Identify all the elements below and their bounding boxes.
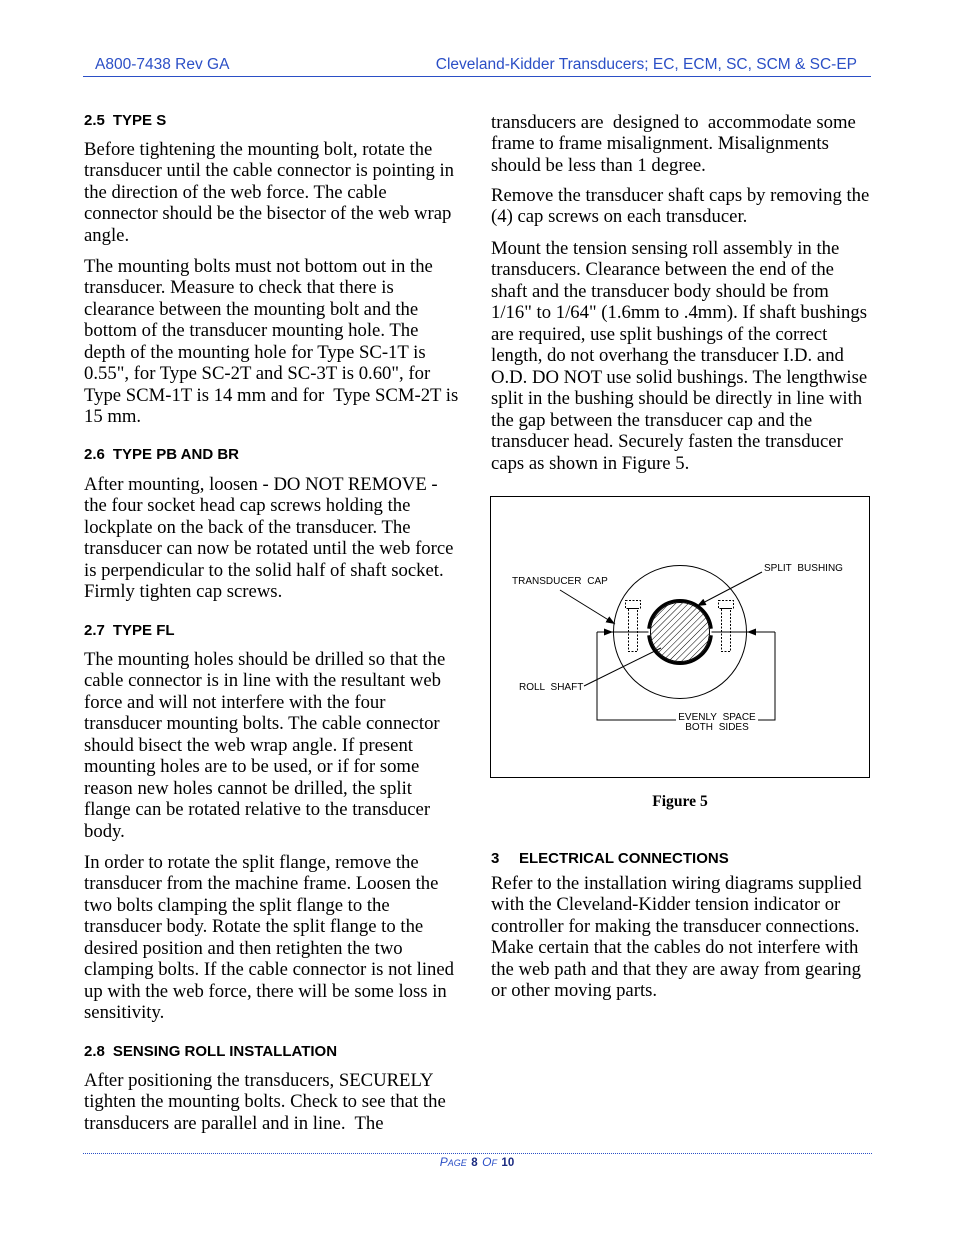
cap-screw-right xyxy=(719,601,734,652)
paragraph-line: caps as shown in Figure 5. xyxy=(491,452,690,474)
paragraph-line: Refer to the installation wiring diagrams supplied xyxy=(491,872,862,894)
paragraph-line: transducers are designed to accommodate some xyxy=(491,111,856,133)
paragraph-line: Remove the transducer shaft caps by removing the xyxy=(491,184,870,206)
paragraph-line: depth of the mounting hole for Type SC-1T is xyxy=(84,341,426,363)
figure-caption: Figure 5 xyxy=(652,793,708,810)
paragraph-line: Mount the tension sensing roll assembly in the xyxy=(491,237,840,259)
section-title: ELECTRICAL CONNECTIONS xyxy=(519,850,729,867)
paragraph-line: After positioning the transducers, SECURELY xyxy=(84,1069,434,1091)
cap-screw-body xyxy=(629,609,638,652)
section-number: 2.5 xyxy=(84,112,105,129)
cap-screw-left xyxy=(626,601,641,652)
paragraph-line: transducer can now be rotated until the web force xyxy=(84,538,454,559)
paragraph-line: should bisect the web wrap angle. If present xyxy=(84,734,414,756)
paragraph-line: or other moving parts. xyxy=(491,980,658,1001)
paragraph-line: transducer from the machine frame. Loosen the xyxy=(84,873,439,894)
paragraph-line: transducer body. Rotate the split flange to the xyxy=(84,916,424,937)
section-title: TYPE S xyxy=(112,112,167,129)
paragraph-line: connector should be the bisector of the web wrap xyxy=(84,203,452,224)
paragraph-line: After mounting, loosen - DO NOT REMOVE - xyxy=(84,473,438,495)
paragraph-line: angle. xyxy=(84,224,130,246)
paragraph-line: tighten the mounting bolts. Check to see that the xyxy=(84,1091,446,1112)
paragraph-line: the web path and that they are away from gearing xyxy=(491,958,861,980)
paragraph-line: transducer mounting bolts. The cable connector xyxy=(84,713,440,734)
cap-screw-head xyxy=(719,601,734,609)
paragraph-line: transducer. Measure to check that there is xyxy=(84,277,394,298)
paragraph-line: length, do not overhang the transducer I.D. and xyxy=(491,345,844,366)
figure-5-diagram xyxy=(490,496,870,778)
paragraph-line: lockplate on the back of the transducer. The xyxy=(84,516,411,538)
section-heading xyxy=(84,622,175,640)
cap-screw-head xyxy=(626,601,641,609)
page-label: PAGE xyxy=(439,1155,467,1169)
label-both-sides: BOTH SIDES xyxy=(685,722,749,733)
roll-shaft xyxy=(651,603,710,662)
leader-transducer-cap xyxy=(560,590,615,624)
paragraph-line: reason new holes cannot be drilled, the split xyxy=(84,777,412,799)
paragraph-line: flange can be rotated relative to the transducer xyxy=(84,799,431,820)
paragraph xyxy=(491,873,862,1002)
section-number: 2.8 xyxy=(84,1043,105,1060)
dimension-bracket-right xyxy=(758,632,775,720)
paragraph-line: split in the bushing should be directly in line with xyxy=(491,388,863,409)
paragraph-line: two bolts clamping the split flange to the xyxy=(84,894,390,916)
paragraph-line: the gap between the transducer cap and the xyxy=(491,409,813,431)
paragraph-line: Make certain that the cables do not interfere with xyxy=(491,937,859,958)
page-total: 10 xyxy=(501,1157,515,1169)
paragraph-line: is perpendicular to the solid half of shaft socket. xyxy=(84,559,444,581)
section-heading xyxy=(84,112,166,130)
paragraph-line: are required, use split bushings of the correct xyxy=(491,323,828,345)
paragraph-line: mounting holes are to be used, or if for some xyxy=(84,756,420,777)
header-rule xyxy=(83,76,871,77)
paragraph xyxy=(84,256,458,428)
paragraph-line: shaft and the transducer body should be from xyxy=(491,280,829,302)
paragraph-line: body. xyxy=(84,820,125,842)
document-title: Cleveland-Kidder Transducers; EC, ECM, SC, SCM & SC-EP xyxy=(435,56,857,73)
paragraph-line: force and will not interfere with the four xyxy=(84,691,386,713)
paragraph-line: The mounting holes should be drilled so that the xyxy=(84,648,446,670)
section-title: SENSING ROLL INSTALLATION xyxy=(112,1043,338,1060)
paragraph-line: clearance between the mounting bolt and the xyxy=(84,298,419,320)
paragraph xyxy=(84,139,454,247)
paragraph-line: up with the web force, there will be some loss in xyxy=(84,980,447,1002)
page-number: 8 xyxy=(471,1157,478,1169)
paragraph-continued xyxy=(491,112,856,177)
paragraph-line: desired position and then retighten the two xyxy=(84,937,403,959)
label-transducer-cap: TRANSDUCER CAP xyxy=(512,576,608,587)
paragraph-line: O.D. DO NOT use solid bushings. The lengthwise xyxy=(491,366,868,388)
page-indicator xyxy=(0,1155,954,1170)
paragraph-line: 1/16" to 1/64" (1.6mm to .4mm). If shaft bushings xyxy=(491,302,868,323)
label-evenly-space: EVENLY SPACE xyxy=(678,712,756,723)
paragraph-line: bottom of the transducer mounting hole. The xyxy=(84,320,419,341)
paragraph-line: the four socket head cap screws holding the xyxy=(84,495,411,516)
paragraph-line: Firmly tighten cap screws. xyxy=(84,581,283,602)
paragraph-line: transducers are parallel and in line. The xyxy=(84,1112,384,1134)
paragraph-line: sensitivity. xyxy=(84,1002,165,1023)
paragraph-line: In order to rotate the split flange, remove the xyxy=(84,851,419,873)
paragraph-line: clamping bolts. If the cable connector is not lined xyxy=(84,959,455,980)
paragraph xyxy=(84,474,453,603)
label-split-bushing: SPLIT BUSHING xyxy=(764,563,843,574)
label-roll-shaft: ROLL SHAFT xyxy=(519,682,584,693)
page-of-label: OF xyxy=(482,1155,497,1169)
section-number: 2.7 xyxy=(84,622,105,639)
section-number: 3 xyxy=(491,850,500,867)
paragraph xyxy=(491,185,869,228)
paragraph xyxy=(84,852,454,1024)
paragraph-line: controller for making the transducer connections. xyxy=(491,915,860,937)
leader-roll-shaft xyxy=(584,648,661,686)
paragraph-line: 15 mm. xyxy=(84,406,142,427)
section-title: TYPE PB AND BR xyxy=(112,446,239,463)
paragraph-line: Before tightening the mounting bolt, rotate the xyxy=(84,138,433,160)
paragraph xyxy=(84,649,445,843)
document-number: A800-7438 Rev GA xyxy=(95,56,230,73)
cap-screw-body xyxy=(722,609,731,652)
paragraph-line: 0.55", for Type SC-2T and SC-3T is 0.60", for xyxy=(84,363,431,384)
paragraph-line: cable connector is in line with the resultant web xyxy=(84,670,442,691)
paragraph-line: frame to frame misalignment. Misalignments xyxy=(491,133,829,154)
paragraph-line: with the Cleveland-Kidder tension indicator or xyxy=(491,894,841,915)
paragraph xyxy=(491,238,867,475)
paragraph-line: transducer head. Securely fasten the transducer xyxy=(491,431,843,452)
paragraph-line: Type SCM-1T is 14 mm and for Type SCM-2T is xyxy=(84,384,459,406)
paragraph-line: (4) cap screws on each transducer. xyxy=(491,206,748,227)
section-title: TYPE FL xyxy=(112,622,175,639)
paragraph-line: transducers. Clearance between the end of the xyxy=(491,259,834,280)
section-heading xyxy=(84,446,239,464)
paragraph xyxy=(84,1070,446,1135)
section-heading xyxy=(84,1043,337,1061)
section-number: 2.6 xyxy=(84,446,105,463)
paragraph-line: transducer until the cable connector is pointing in xyxy=(84,160,455,181)
paragraph-line: the direction of the web force. The cable xyxy=(84,181,387,203)
section-heading xyxy=(491,850,729,868)
paragraph-line: should be less than 1 degree. xyxy=(491,154,706,176)
paragraph-line: The mounting bolts must not bottom out in the xyxy=(84,255,433,277)
